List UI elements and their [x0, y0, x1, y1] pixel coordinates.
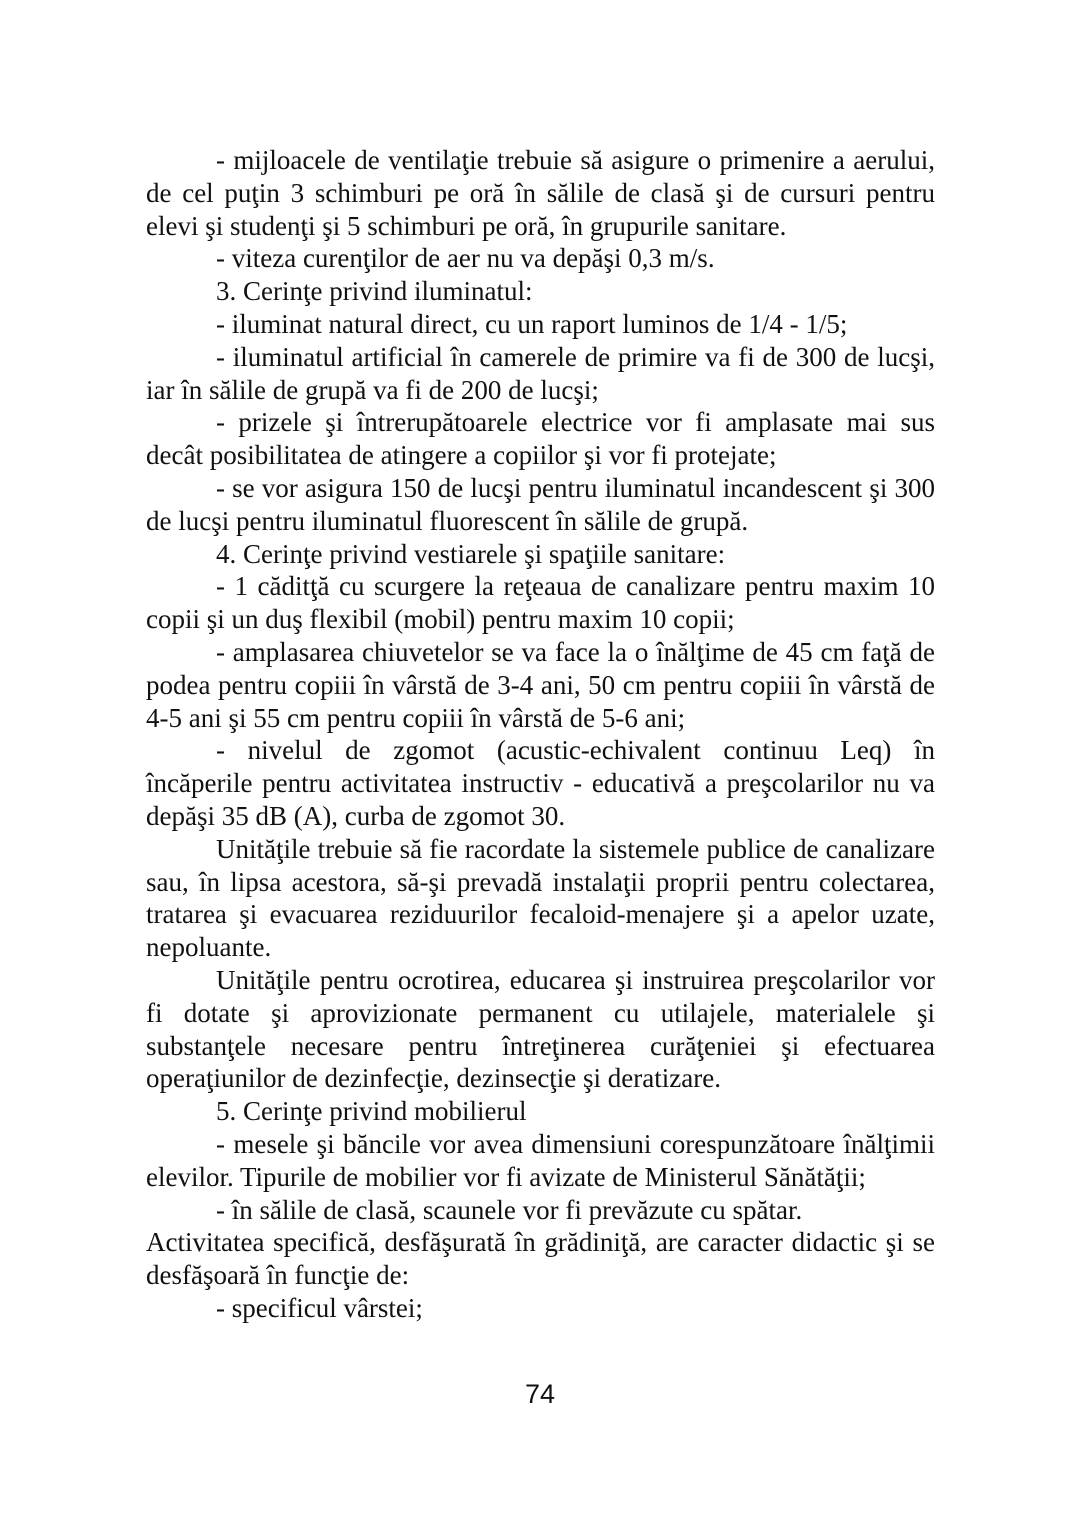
paragraph-desks-benches: - mesele şi băncile vor avea dimensiuni corespunzătoare înălţimii elevilor. Tipurile de mobilier vor fi avizate de Ministerul Sănătăţii;: [146, 1128, 935, 1192]
paragraph-electrical-outlets: - prizele şi întrerupătoarele electrice vor fi amplasate mai sus decât posibilitatea de atingere a copiilor şi vor fi protejate;: [146, 407, 935, 471]
page-number: 74: [524, 1379, 556, 1409]
page-body-text: [146, 144, 935, 1325]
paragraph-natural-light: - iluminat natural direct, cu un raport luminos de 1/4 - 1/5;: [216, 308, 848, 339]
paragraph-kindergarten-activity: Activitatea specifică, desfăşurată în grădiniţă, are caracter didactic şi se desfăşoară în funcţie de:: [146, 1227, 935, 1291]
paragraph-lux-levels: - se vor asigura 150 de lucşi pentru iluminatul incandescent şi 300 de lucşi pentru iluminatul fluorescent în sălile de grupă.: [146, 472, 935, 536]
paragraph-air-speed: - viteza curenţilor de aer nu va depăşi 0,3 m/s.: [216, 243, 715, 274]
paragraph-sewage-connection: Unităţile trebuie să fie racordate la sistemele publice de canalizare sau, în lipsa acestora, să-şi prevadă instalaţii proprii pentru colectarea, tratarea şi evacuarea reziduurilor fecaloid-menajere şi a apelor uzate, nepoluante.: [146, 833, 935, 963]
section-heading-sanitary: 4. Cerinţe privind vestiarele şi spaţiile sanitare:: [216, 538, 726, 569]
paragraph-chairs-backrest: - în sălile de clasă, scaunele vor fi prevăzute cu spătar.: [216, 1194, 803, 1225]
paragraph-ventilation-air-change: - mijloacele de ventilaţie trebuie să asigure o primenire a aerului, de cel puţin 3 schimburi pe oră în sălile de clasă şi de cursuri pentru elevi şi studenţi şi 5 schimburi pe oră, în grupurile sanitare.: [146, 145, 935, 241]
section-heading-lighting: 3. Cerinţe privind iluminatul:: [216, 276, 533, 307]
paragraph-age-specific: - specificul vârstei;: [216, 1292, 423, 1323]
paragraph-cleaning-supplies: Unităţile pentru ocrotirea, educarea şi instruirea preşcolarilor vor fi dotate şi aprovizionate permanent cu utilajele, materialele şi substanţele necesare pentru întreţinerea curăţeniei şi efectuarea operaţiunilor de dezinfecţie, dezinsecţie şi deratizare.: [146, 964, 935, 1094]
section-heading-furniture: 5. Cerinţe privind mobilierul: [216, 1096, 527, 1127]
paragraph-sink-heights: - amplasarea chiuvetelor se va face la o înălţime de 45 cm faţă de podea pentru copiii în vârstă de 3-4 ani, 50 cm pentru copiii în vârstă de 4-5 ani şi 55 cm pentru copiii în vârstă de 5-6 ani;: [146, 636, 935, 733]
paragraph-noise-level: - nivelul de zgomot (acustic-echivalent continuu Leq) în încăperile pentru activitatea instructiv - educativă a preşcolarilor nu va depăşi 35 dB (A), curba de zgomot 30.: [146, 735, 935, 831]
paragraph-artificial-light: - iluminatul artificial în camerele de primire va fi de 300 de lucşi, iar în sălile de grupă va fi de 200 de lucşi;: [146, 341, 935, 405]
paragraph-bathtub-shower: - 1 căditţă cu scurgere la reţeaua de canalizare pentru maxim 10 copii şi un duş flexibil (mobil) pentru maxim 10 copii;: [146, 571, 935, 635]
